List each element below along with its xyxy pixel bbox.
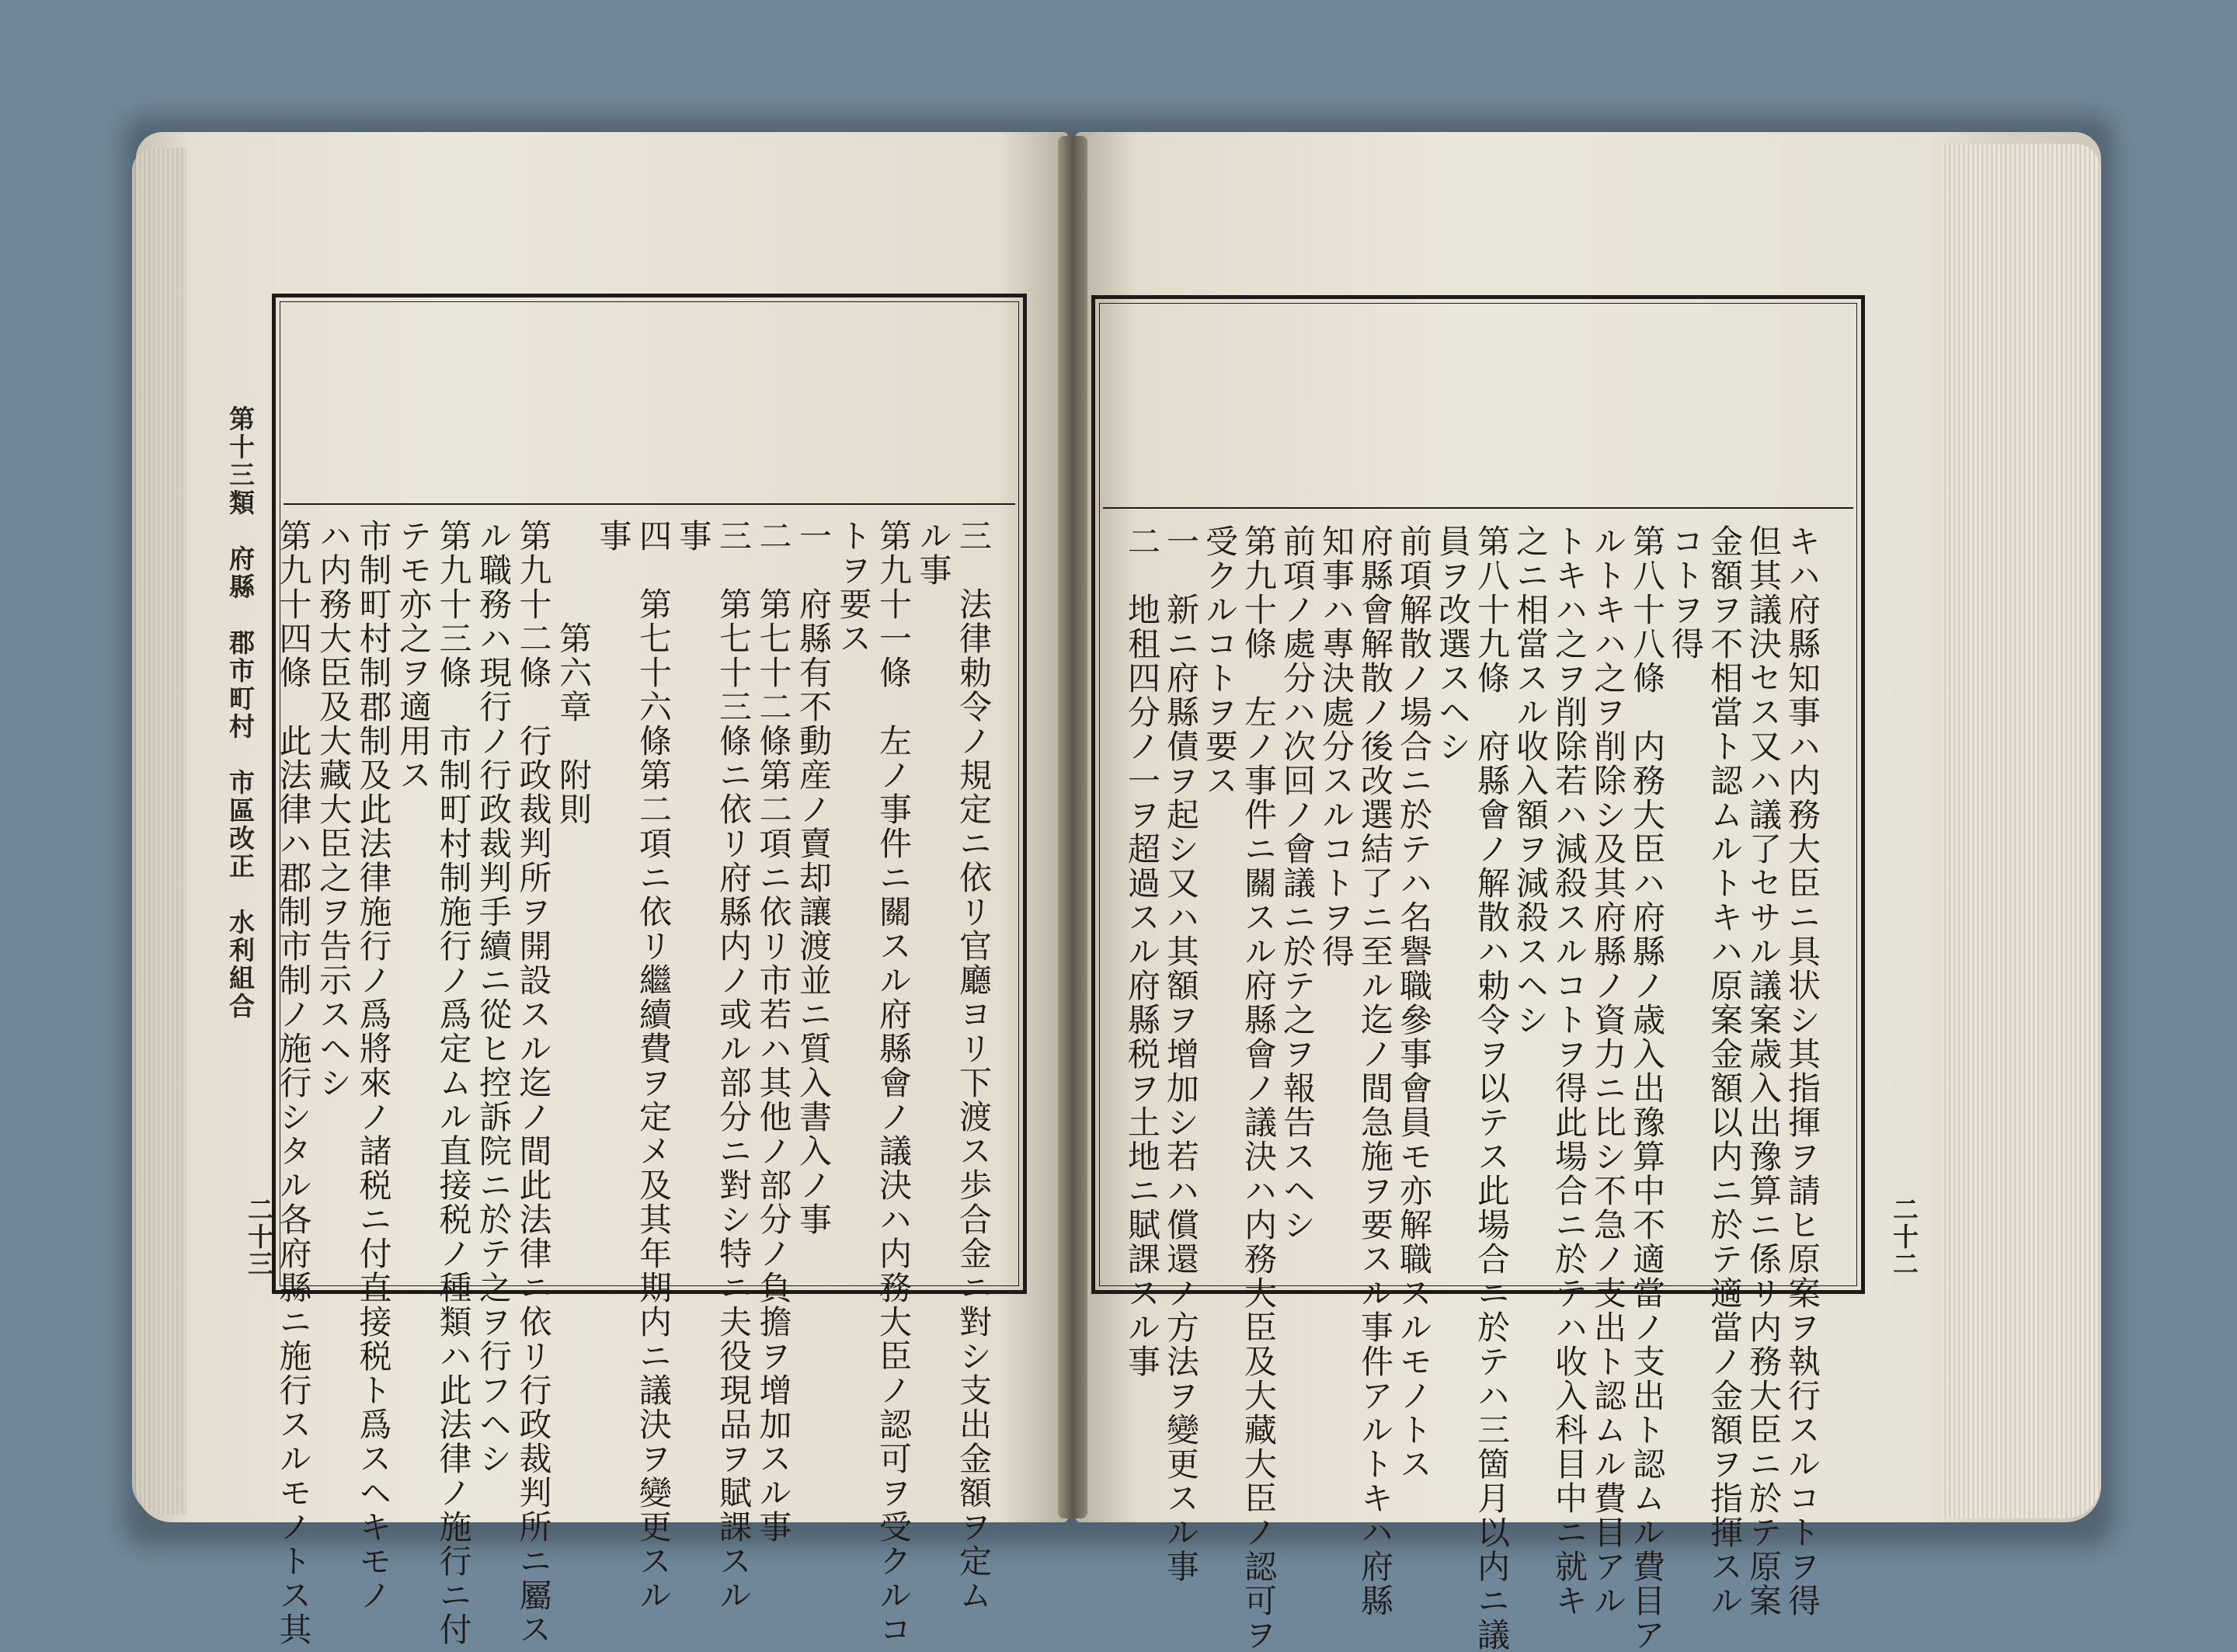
text-column: ハ内務大臣及大藏大臣之ヲ告示スヘシ [315,519,353,1100]
text-column: 第八十八條 内務大臣ハ府縣ノ歳入出豫算中不適當ノ支出ト認ムル費目ア [1628,524,1666,1652]
text-column: 第九十三條 市制町村制施行ノ爲定ムル直接税ノ種類ハ此法律ノ施行ニ付 [434,519,473,1647]
text-column: 前項ノ處分ハ次回ノ會議ニ於テ之ヲ報告スヘシ [1279,524,1317,1242]
text-column: 前項解散ノ場合ニ於テハ名譽職參事會員モ亦解職スルモノトス [1395,524,1433,1481]
text-column: 第九十四條 此法律ハ郡制市制ノ施行シタル各府縣ニ施行スルモノトス其 [274,519,313,1647]
running-head: 第十三類 府縣 郡市町村 市區改正 水利組合 [225,405,256,1021]
text-column: トヲ要ス [834,519,873,656]
text-column: 一 新ニ府縣債ヲ起シ又ハ其額ヲ增加シ若ハ償還ノ方法ヲ變更スル事 [1162,524,1200,1584]
left-text-frame [272,294,1027,1647]
text-column: 金額ヲ不相當ト認ムルトキハ原案金額以内ニ於テ適當ノ金額ヲ指揮スル [1706,524,1744,1618]
text-column: ルトキハ之ヲ削除シ及其府縣ノ資力ニ比シ不急ノ支出ト認ムル費目アル [1589,524,1627,1618]
left-page-edges [132,148,186,1515]
text-column: 府縣會解散ノ後改選結了ニ至ル迄ノ間急施ヲ要スル事件アルトキハ府縣 [1356,524,1394,1618]
text-column: 之ニ相當スル收入額ヲ減殺スヘシ [1512,524,1550,1037]
text-column: 二 第七十二條第二項ニ依リ市若ハ其他ノ部分ノ負擔ヲ增加スル事 [754,519,793,1544]
text-column: ル事 [914,519,953,587]
text-column: トキハ之ヲ削除若ハ減殺スルコトヲ得此場合ニ於テハ收入科目中ニ就キ [1550,524,1588,1618]
left-head-rule [284,503,1015,505]
text-column: 市制町村制郡制及此法律施行ノ爲將來ノ諸税ニ付直接税ト爲スヘキモノ [354,519,393,1612]
right-page-edges [1942,144,2101,1518]
left-page-number: 二十三 [244,1196,274,1278]
text-column: 但其議決セス又ハ議了セサル議案歳入出豫算ニ係リ内務大臣ニ於テ原案 [1745,524,1783,1618]
text-column: 一 府縣有不動産ノ賣却讓渡並ニ質入書入ノ事 [795,519,833,1236]
text-column: 事 [594,519,633,553]
text-column: 第九十二條 行政裁判所ヲ開設スル迄ノ間此法律ニ依リ行政裁判所ニ屬ス [514,519,553,1647]
text-column: 三 第七十三條ニ依リ府縣内ノ或ル部分ニ對シ特ニ夫役現品ヲ賦課スル [715,519,753,1612]
text-column: 二 地租四分ノ一ヲ超過スル府縣税ヲ土地ニ賦課スル事 [1123,524,1161,1379]
text-column: 第九十一條 左ノ事件ニ關スル府縣會ノ議決ハ内務大臣ノ認可ヲ受クルコ [875,519,913,1647]
text-column: コトヲ得 [1667,524,1705,661]
text-column: 第九十條 左ノ事件ニ關スル府縣會ノ議決ハ内務大臣及大藏大臣ノ認可ヲ [1240,524,1278,1652]
book-gutter [1058,136,1087,1518]
text-column: 四 第七十六條第二項ニ依リ繼續費ヲ定メ及其年期内ニ議決ヲ變更スル [635,519,673,1612]
text-column: 第六章 附則 [555,519,593,826]
text-column: 事 [674,519,713,553]
text-column: 員ヲ改選スヘシ [1434,524,1472,763]
text-column: キハ府縣知事ハ内務大臣ニ具状シ其指揮ヲ請ヒ原案ヲ執行スルコトヲ得 [1783,524,1821,1618]
right-text-frame [1091,295,1865,1652]
text-column: 受クルコトヲ要ス [1201,524,1239,798]
text-column: テモ亦之ヲ適用ス [395,519,433,792]
text-column: 三 法律勅令ノ規定ニ依リ官廳ヨリ下渡ス歩合金ニ對シ支出金額ヲ定ム [955,519,993,1612]
text-column: 知事ハ專決處分スルコトヲ得 [1317,524,1355,969]
text-column: ル職務ハ現行ノ行政裁判手續ニ從ヒ控訴院ニ於テ之ヲ行フヘシ [475,519,513,1476]
right-page-number: 二十二 [1889,1196,1919,1278]
right-head-rule [1103,507,1853,509]
text-column: 第八十九條 府縣會ノ解散ハ勅令ヲ以テス此場合ニ於テハ三箇月以内ニ議 [1473,524,1511,1652]
